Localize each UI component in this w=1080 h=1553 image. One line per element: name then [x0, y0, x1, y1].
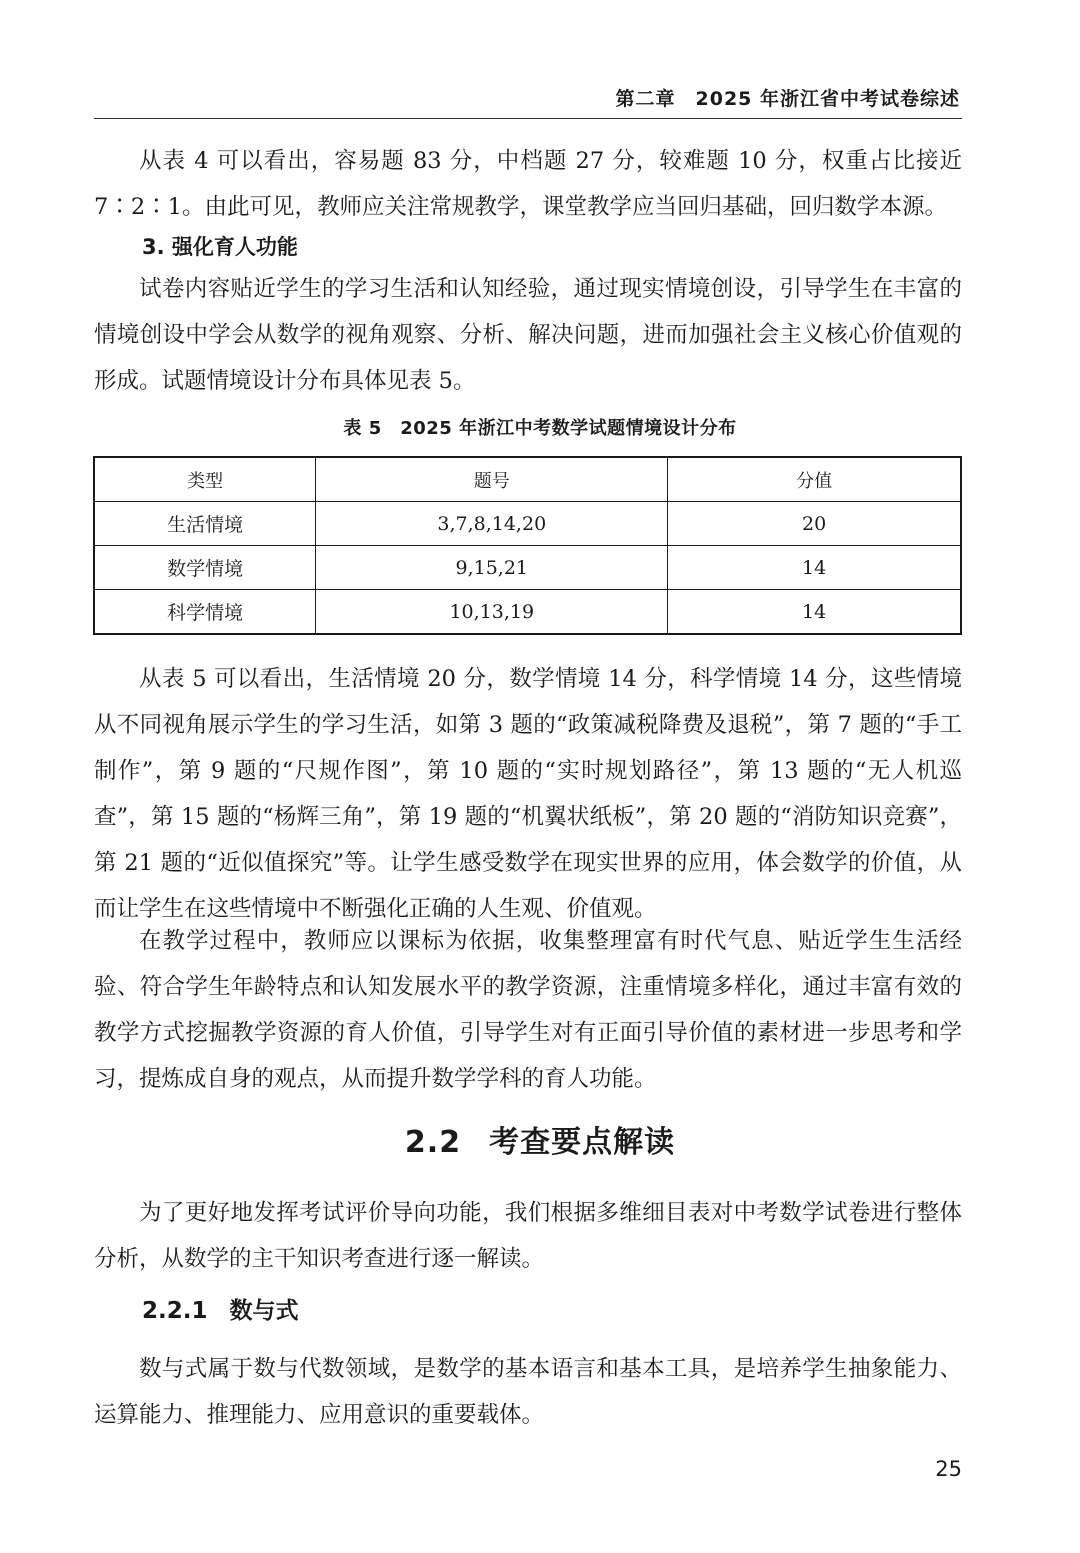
cell-question-numbers: 9,15,21	[316, 546, 668, 590]
cell-type: 科学情境	[94, 590, 316, 635]
section-number: 2.2	[404, 1125, 462, 1160]
table-caption: 表 5 2025 年浙江中考数学试题情境设计分布	[343, 418, 737, 439]
cell-type: 数学情境	[94, 546, 316, 590]
subheading-education-function: 3. 强化育人功能	[142, 235, 298, 259]
cell-score: 14	[668, 590, 961, 635]
cell-score: 14	[668, 546, 961, 590]
paragraph-context-analysis: 从表 5 可以看出，生活情境 20 分，数学情境 14 分，科学情境 14 分，这些情境从不同视角展示学生的学习生活，如第 3 题的“政策减税降费及退税”，第 7 题的“手工制作”，第 9 题的“尺规作图”，第 10 题的“实时规划路径”，第 13 题的“无人机巡查”，第 15 题的“杨辉三角”，第 19 题的“机翼状纸板”，第 20 题的“消防知识竞赛”，第 21 题的“近似值探究”等。让学生感受数学在现实世界的应用，体会数学的价值，从而让学生在这些情境中不断强化正确的人生观、价值观。	[94, 666, 962, 922]
subsection-heading	[142, 1292, 299, 1325]
table-row	[94, 502, 961, 546]
header-question-numbers: 题号	[316, 457, 668, 502]
paragraph-difficulty-weight: 从表 4 可以看出，容易题 83 分，中档题 27 分，较难题 10 分，权重占比接近 7∶2∶1。由此可见，教师应关注常规教学，课堂教学应当回归基础，回归数学本源。	[94, 148, 962, 220]
running-header: 第二章 2025 年浙江省中考试卷综述	[615, 88, 960, 110]
cell-score: 20	[668, 502, 961, 546]
paragraph-section-intro: 为了更好地发挥考试评价导向功能，我们根据多维细目表对中考数学试卷进行整体分析，从数学的主干知识考查进行逐一解读。	[94, 1200, 962, 1272]
subsection-title-text: 数与式	[229, 1298, 299, 1324]
subsection-number: 2.2.1	[142, 1298, 208, 1324]
header-score: 分值	[668, 457, 961, 502]
header-type: 类型	[94, 457, 316, 502]
cell-type: 生活情境	[94, 502, 316, 546]
table-header-row	[94, 457, 961, 502]
section-title-text: 考查要点解读	[489, 1125, 676, 1160]
section-heading	[0, 1117, 1080, 1161]
cell-question-numbers: 3,7,8,14,20	[316, 502, 668, 546]
table-row	[94, 590, 961, 635]
page-number: 25	[935, 1457, 962, 1481]
paragraph-teaching-advice: 在教学过程中，教师应以课标为依据，收集整理富有时代气息、贴近学生生活经验、符合学生年龄特点和认知发展水平的教学资源，注重情境多样化，通过丰富有效的教学方式挖掘教学资源的育人价值，引导学生对有正面引导价值的素材进一步思考和学习，提炼成自身的观点，从而提升数学学科的育人功能。	[94, 928, 962, 1092]
paragraph-numbers-expressions: 数与式属于数与代数领域，是数学的基本语言和基本工具，是培养学生抽象能力、运算能力、推理能力、应用意识的重要载体。	[94, 1356, 962, 1428]
header-rule	[94, 118, 962, 119]
cell-question-numbers: 10,13,19	[316, 590, 668, 635]
table-row	[94, 546, 961, 590]
context-distribution-table	[93, 456, 962, 635]
paragraph-context-intro: 试卷内容贴近学生的学习生活和认知经验，通过现实情境创设，引导学生在丰富的情境创设中学会从数学的视角观察、分析、解决问题，进而加强社会主义核心价值观的形成。试题情境设计分布具体见表 5。	[94, 276, 962, 394]
